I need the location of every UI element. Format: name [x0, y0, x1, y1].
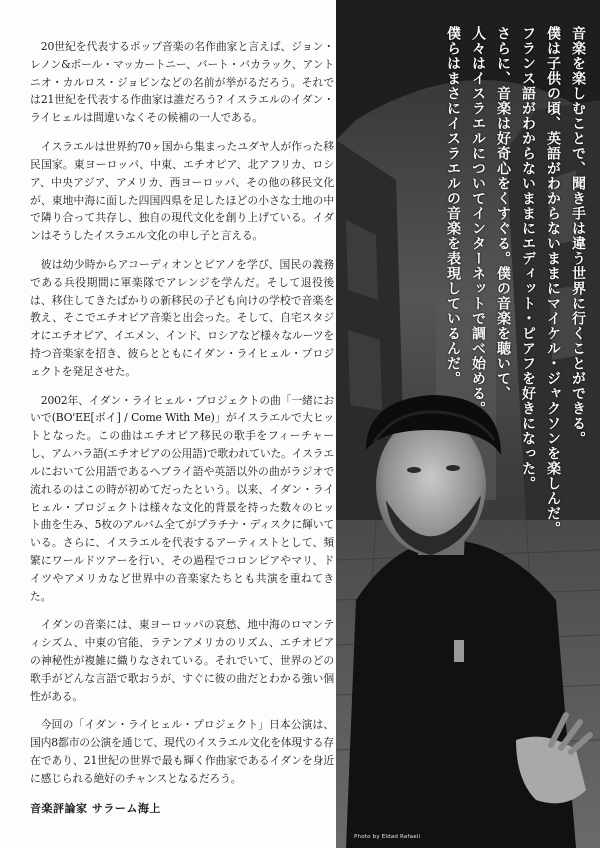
quote-line-3: フランス語がわからないままにエディット・ピアフを好きになった。	[520, 26, 536, 491]
article-paragraph-1: 20世紀を代表するポップ音楽の名作曲家と言えば、ジョン・レノン&ポール・マッカートニー、バート・バカラック、アントニオ・カルロス・ジョビンなどの名前が挙がるだろう。それでは21世紀を代表する作曲家は誰だろう? イスラエルのイダン・ライヒェルは間違いなくその候補の一人である。	[30, 40, 334, 125]
article-paragraph-4: 2002年、イダン・ライヒェル・プロジェクトの曲「一緒においで(BO'EE[ボイ] / Come With Me)」がイスラエルで大ヒットとなった。この曲はエチオピア移民の歌手をフィーチャーし、アムハラ語(エチオピアの公用語)で歌われていた。イスラエルにおいて公用語であるヘブライ語や英語以外の曲がラジオで流れるのはこの時が初めてだったという。以来、イダン・ライヒェル・プロジェクトは様々な文化的背景を持った数々のヒット曲を生み、5枚のアルバム全てがプラチナ・ディスクに輝いている。さらに、イスラエルを代表するアーティストとして、頻繁にワールドツアーを行い、その過程でコロンビアやマリ、ドイツやアメリカなど世界中の音楽家たちとも共演を重ねてきた。	[30, 393, 334, 603]
quote-line-6: 僕らはまさにイスラエルの音楽を表現しているんだ。	[445, 26, 461, 386]
article-paragraph-6: 今回の「イダン・ライヒェル・プロジェクト」日本公演は、国内8都市の公演を通じて、現代のイスラエル文化を体現する存在であり、21世紀の世界で最も輝く作曲家であるイダンを身近に感じられる絶好のチャンスとなるだろう。	[30, 718, 334, 785]
quote-line-4: さらに、音楽は好奇心をくすぐる。僕の音楽を聴いて、	[495, 26, 511, 401]
quote-line-1: 音楽を楽しむことで、聞き手は違う世界に行くことができる。	[570, 26, 586, 446]
article-body	[30, 38, 334, 799]
article-paragraph-3: 彼は幼少時からアコーディオンとピアノを学び、国民の義務である兵役期間に軍楽隊でアレンジを学んだ。そして退役後は、移住してきたばかりの新移民の子ども向けの学校で音楽を教え、そこでエチオピア音楽と出会った。そして、自宅スタジオにエチオピア、イエメン、インド、ロシアなど様々なルーツを持つ音楽家を招き、彼らとともにイダン・ライヒェル・プロジェクトを発足させた。	[30, 257, 334, 378]
artist-quote	[440, 26, 590, 726]
photo-credit: Photo by Eldad Rafaeli	[354, 834, 421, 840]
article-paragraph-2: イスラエルは世界約70ヶ国から集まったユダヤ人が作った移民国家。東ヨーロッパ、中東、エチオピア、北アフリカ、ロシア、中央アジア、アメリカ、西ヨーロッパ、その他の移民文化が、東地中海に面した四国四県を足したほどの小さな土地の中で隣り合って共存し、独自の現代文化を創り上げている。イダンはそうしたイスラエル文化の申し子と言える。	[30, 140, 334, 243]
quote-line-5: 人々はイスラエルについてインターネットで調べ始める。	[470, 26, 486, 416]
article-paragraph-5: イダンの音楽には、東ヨーロッパの哀愁、地中海のロマンティシズム、中東の官能、ラテンアメリカのリズム、エチオピアの神秘性が複雑に織りなされている。それでいて、世界のどの歌手がどんな言語で歌おうが、すぐに彼の曲だとわかる強い個性がある。	[30, 618, 334, 703]
artist-photo	[336, 0, 600, 848]
quote-line-2: 僕は子供の頃、英語がわからないままにマイケル・ジャクソンを楽しんだ。	[545, 26, 561, 536]
author-byline: 音楽評論家 サラーム海上	[30, 802, 161, 815]
